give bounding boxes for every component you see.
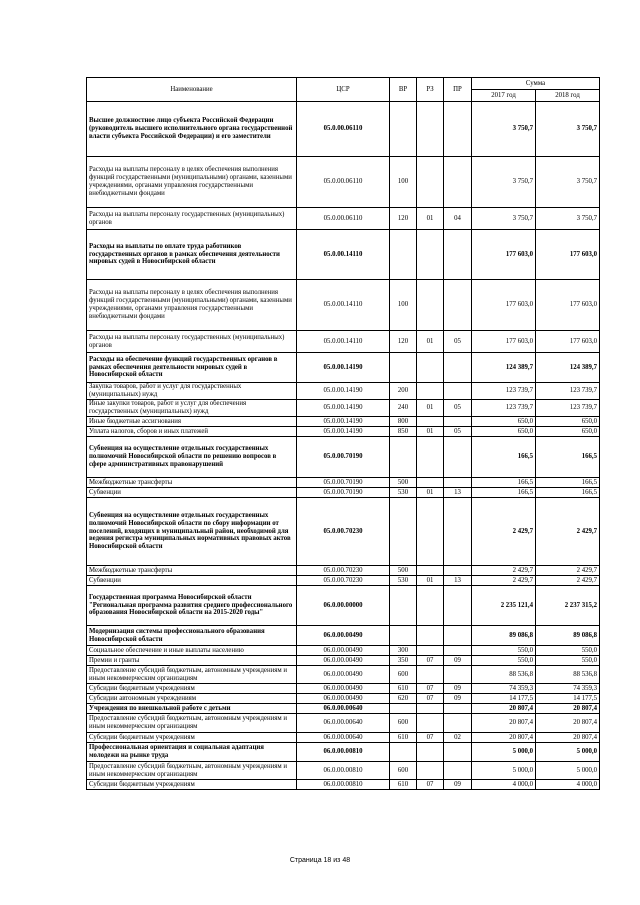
row-sum-2018: 4 000,0 [536,780,600,790]
table-row [87,762,600,780]
row-rz: 07 [417,656,444,666]
row-csr: 05.0.00.06110 [297,157,390,208]
row-csr: 05.0.00.70190 [297,488,390,498]
row-pr: 02 [444,733,472,743]
row-pr [444,626,472,646]
header-rz: РЗ [417,78,444,102]
budget-table [86,77,600,790]
row-vr: 200 [390,383,417,400]
table-row [87,400,600,417]
row-sum-2017: 20 807,4 [472,714,536,733]
row-rz [417,353,444,383]
row-csr: 06.0.00.00810 [297,762,390,780]
row-sum-2017: 74 359,3 [472,684,536,694]
table-row [87,498,600,566]
row-vr: 500 [390,478,417,488]
table-row [87,743,600,762]
table-row [87,208,600,230]
row-sum-2017: 177 603,0 [472,331,536,353]
table-row [87,586,600,626]
row-pr [444,586,472,626]
row-vr: 610 [390,733,417,743]
row-csr: 05.0.00.70230 [297,498,390,566]
row-pr: 13 [444,576,472,586]
row-csr: 05.0.00.06110 [297,208,390,230]
row-pr: 09 [444,780,472,790]
row-pr: 05 [444,427,472,437]
row-sum-2018: 3 750,7 [536,102,600,157]
row-sum-2017: 123 739,7 [472,400,536,417]
row-vr: 850 [390,427,417,437]
row-csr: 05.0.00.14110 [297,280,390,331]
row-vr: 300 [390,646,417,656]
row-rz [417,704,444,714]
row-sum-2018: 5 000,0 [536,762,600,780]
header-vr: ВР [390,78,417,102]
row-name: Расходы на выплаты персоналу государственных (муниципальных) органов [87,208,297,230]
row-sum-2017: 20 807,4 [472,733,536,743]
row-sum-2017: 166,5 [472,478,536,488]
row-name: Иные бюджетные ассигнования [87,417,297,427]
row-pr: 09 [444,684,472,694]
row-sum-2017: 5 000,0 [472,743,536,762]
row-csr: 05.0.00.14190 [297,353,390,383]
table-row [87,566,600,576]
row-vr: 530 [390,488,417,498]
row-sum-2017: 166,5 [472,488,536,498]
row-csr: 06.0.00.00640 [297,704,390,714]
row-csr: 05.0.00.70230 [297,576,390,586]
row-rz: 07 [417,733,444,743]
row-sum-2018: 123 739,7 [536,400,600,417]
row-csr: 05.0.00.14110 [297,331,390,353]
table-row [87,230,600,280]
row-rz [417,102,444,157]
row-rz: 01 [417,488,444,498]
row-vr: 600 [390,714,417,733]
row-vr [390,102,417,157]
row-rz [417,157,444,208]
row-csr: 05.0.00.14110 [297,230,390,280]
row-vr: 610 [390,780,417,790]
table-row [87,733,600,743]
table-row [87,427,600,437]
row-vr: 800 [390,417,417,427]
row-name: Премии и гранты [87,656,297,666]
row-rz [417,383,444,400]
row-pr [444,437,472,478]
row-rz: 01 [417,400,444,417]
row-vr [390,230,417,280]
row-csr: 06.0.00.00490 [297,656,390,666]
row-sum-2018: 124 389,7 [536,353,600,383]
table-row [87,646,600,656]
header-sum: Сумма [472,78,600,90]
table-row [87,417,600,427]
row-name: Учреждения по внешкольной работе с детьми [87,704,297,714]
row-sum-2017: 4 000,0 [472,780,536,790]
row-sum-2017: 650,0 [472,427,536,437]
row-vr: 620 [390,694,417,704]
row-vr [390,498,417,566]
table-row [87,626,600,646]
row-sum-2018: 88 536,8 [536,666,600,684]
row-pr [444,566,472,576]
row-pr [444,714,472,733]
row-rz [417,566,444,576]
row-pr [444,353,472,383]
row-sum-2017: 177 603,0 [472,280,536,331]
row-vr: 120 [390,331,417,353]
row-pr [444,498,472,566]
row-csr: 05.0.00.70190 [297,437,390,478]
row-name: Высшее должностное лицо субъекта Российской Федерации (руководитель высшего исполнительного органа государственной власти субъекта Российской Федерации) и его заместители [87,102,297,157]
row-sum-2018: 166,5 [536,437,600,478]
row-csr: 06.0.00.00640 [297,714,390,733]
row-vr: 350 [390,656,417,666]
row-pr: 09 [444,694,472,704]
header-name: Наименование [87,78,297,102]
row-rz [417,743,444,762]
row-sum-2017: 550,0 [472,656,536,666]
row-csr: 06.0.00.00490 [297,646,390,656]
row-sum-2017: 550,0 [472,646,536,656]
row-name: Иные закупки товаров, работ и услуг для обеспечения государственных (муниципальных) нужд [87,400,297,417]
row-name: Закупка товаров, работ и услуг для государственных (муниципальных) нужд [87,383,297,400]
row-sum-2017: 5 000,0 [472,762,536,780]
row-sum-2017: 3 750,7 [472,157,536,208]
row-vr: 120 [390,208,417,230]
row-csr: 05.0.00.70190 [297,478,390,488]
row-rz [417,586,444,626]
table-row [87,157,600,208]
row-rz [417,417,444,427]
row-rz: 01 [417,208,444,230]
row-name: Расходы на выплаты по оплате труда работников государственных органов в рамках обеспечения деятельности мировых судей в Новосибирской области [87,230,297,280]
row-vr: 100 [390,157,417,208]
row-csr: 05.0.00.70230 [297,566,390,576]
row-sum-2017: 2 235 121,4 [472,586,536,626]
row-sum-2018: 2 429,7 [536,566,600,576]
row-csr: 06.0.00.00490 [297,666,390,684]
row-pr [444,666,472,684]
row-rz: 07 [417,780,444,790]
row-vr [390,586,417,626]
page-footer: Страница 18 из 48 [289,857,351,864]
row-csr: 06.0.00.00640 [297,733,390,743]
row-pr: 05 [444,331,472,353]
row-pr [444,417,472,427]
row-sum-2018: 3 750,7 [536,157,600,208]
row-name: Субвенция на осуществление отдельных государственных полномочий Новосибирской области по сбору информации от поселений, входящих в муниципальный район, необходимой для ведения регистра муниципальных нормативных правовых актов Новосибирской области [87,498,297,566]
row-name: Расходы на выплаты персоналу в целях обеспечения выполнения функций государственными (муниципальными) органами, казенными учреждениями, органами управления государственными внебюджетными фондами [87,157,297,208]
row-csr: 05.0.00.14190 [297,400,390,417]
row-pr [444,157,472,208]
row-sum-2018: 550,0 [536,646,600,656]
row-name: Межбюджетные трансферты [87,478,297,488]
row-pr [444,743,472,762]
table-row [87,353,600,383]
row-rz [417,714,444,733]
row-rz [417,230,444,280]
row-pr: 05 [444,400,472,417]
row-vr: 610 [390,684,417,694]
row-name: Модернизация системы профессионального образования Новосибирской области [87,626,297,646]
row-sum-2018: 166,5 [536,488,600,498]
row-vr: 240 [390,400,417,417]
row-name: Расходы на выплаты персоналу государственных (муниципальных) органов [87,331,297,353]
row-pr [444,646,472,656]
header-csr: ЦСР [297,78,390,102]
row-rz: 01 [417,576,444,586]
row-sum-2017: 2 429,7 [472,576,536,586]
row-name: Предоставление субсидий бюджетным, автономным учреждениям и иным некоммерческим организациям [87,762,297,780]
row-rz [417,646,444,656]
row-pr [444,478,472,488]
row-vr [390,704,417,714]
row-sum-2018: 3 750,7 [536,208,600,230]
row-sum-2018: 20 807,4 [536,733,600,743]
row-sum-2017: 124 389,7 [472,353,536,383]
row-sum-2018: 20 807,4 [536,704,600,714]
row-sum-2017: 123 739,7 [472,383,536,400]
row-csr: 06.0.00.00000 [297,586,390,626]
table-row [87,714,600,733]
row-name: Субсидии бюджетным учреждениям [87,684,297,694]
table-row [87,666,600,684]
row-pr: 04 [444,208,472,230]
row-csr: 06.0.00.00490 [297,626,390,646]
row-rz [417,666,444,684]
row-vr: 600 [390,666,417,684]
row-sum-2018: 14 177,5 [536,694,600,704]
row-pr [444,280,472,331]
header-pr: ПР [444,78,472,102]
row-csr: 06.0.00.00810 [297,780,390,790]
row-sum-2017: 2 429,7 [472,498,536,566]
row-sum-2017: 177 603,0 [472,230,536,280]
row-vr [390,437,417,478]
row-name: Предоставление субсидий бюджетным, автономным учреждениям и иным некоммерческим организациям [87,714,297,733]
row-sum-2018: 177 603,0 [536,230,600,280]
row-sum-2018: 166,5 [536,478,600,488]
table-row [87,437,600,478]
row-name: Профессиональная ориентация и социальная адаптация молодежи на рынке труда [87,743,297,762]
row-sum-2018: 20 807,4 [536,714,600,733]
row-sum-2017: 20 807,4 [472,704,536,714]
header-2018: 2018 год [536,90,600,102]
row-csr: 06.0.00.00490 [297,694,390,704]
row-name: Субвенции [87,488,297,498]
row-sum-2017: 14 177,5 [472,694,536,704]
row-rz [417,498,444,566]
table-row [87,780,600,790]
row-sum-2018: 550,0 [536,656,600,666]
row-vr: 600 [390,762,417,780]
row-rz [417,280,444,331]
row-sum-2018: 650,0 [536,427,600,437]
row-name: Межбюджетные трансферты [87,566,297,576]
row-name: Расходы на обеспечение функций государственных органов в рамках обеспечения деятельности мировых судей в Новосибирской области [87,353,297,383]
row-name: Уплата налогов, сборов и иных платежей [87,427,297,437]
table-row [87,102,600,157]
table-body [87,102,600,790]
row-rz [417,478,444,488]
header-2017: 2017 год [472,90,536,102]
row-sum-2017: 650,0 [472,417,536,427]
row-rz: 07 [417,684,444,694]
row-sum-2018: 650,0 [536,417,600,427]
row-name: Государственная программа Новосибирской области "Региональная программа развития среднего профессионального образования Новосибирской области на 2015-2020 годы" [87,586,297,626]
row-name: Субвенция на осуществление отдельных государственных полномочий Новосибирской области по решению вопросов в сфере административных правонарушений [87,437,297,478]
row-pr [444,704,472,714]
row-pr [444,762,472,780]
row-name: Субвенции [87,576,297,586]
row-sum-2018: 5 000,0 [536,743,600,762]
row-pr [444,102,472,157]
row-sum-2017: 89 086,8 [472,626,536,646]
row-pr: 09 [444,656,472,666]
row-csr: 05.0.00.14190 [297,383,390,400]
row-name: Предоставление субсидий бюджетным, автономным учреждениям и иным некоммерческим организациям [87,666,297,684]
table-row [87,280,600,331]
row-name: Социальное обеспечение и иные выплаты населению [87,646,297,656]
row-vr: 530 [390,576,417,586]
row-sum-2017: 88 536,8 [472,666,536,684]
table-row [87,684,600,694]
row-rz [417,762,444,780]
row-vr: 100 [390,280,417,331]
row-pr [444,230,472,280]
row-rz [417,626,444,646]
row-csr: 06.0.00.00490 [297,684,390,694]
row-pr: 13 [444,488,472,498]
row-sum-2018: 177 603,0 [536,280,600,331]
row-vr: 500 [390,566,417,576]
row-csr: 05.0.00.06110 [297,102,390,157]
row-rz: 07 [417,694,444,704]
table-row [87,383,600,400]
table-row [87,331,600,353]
row-csr: 05.0.00.14190 [297,417,390,427]
row-vr [390,353,417,383]
row-sum-2018: 2 237 315,2 [536,586,600,626]
table-row [87,656,600,666]
row-vr [390,743,417,762]
row-vr [390,626,417,646]
row-csr: 06.0.00.00810 [297,743,390,762]
row-csr: 05.0.00.14190 [297,427,390,437]
row-name: Субсидии автономным учреждениям [87,694,297,704]
table-row [87,704,600,714]
row-sum-2018: 2 429,7 [536,576,600,586]
row-name: Субсидии бюджетным учреждениям [87,733,297,743]
row-sum-2018: 2 429,7 [536,498,600,566]
row-sum-2018: 89 086,8 [536,626,600,646]
row-name: Расходы на выплаты персоналу в целях обеспечения выполнения функций государственными (муниципальными) органами, казенными учреждениями, органами управления государственными внебюджетными фондами [87,280,297,331]
row-pr [444,383,472,400]
row-sum-2017: 2 429,7 [472,566,536,576]
table-row [87,576,600,586]
row-sum-2018: 177 603,0 [536,331,600,353]
row-sum-2018: 74 359,3 [536,684,600,694]
row-rz: 01 [417,331,444,353]
row-name: Субсидии бюджетным учреждениям [87,780,297,790]
row-sum-2017: 3 750,7 [472,208,536,230]
row-sum-2017: 3 750,7 [472,102,536,157]
row-rz: 01 [417,427,444,437]
row-sum-2018: 123 739,7 [536,383,600,400]
table-row [87,488,600,498]
table-row [87,694,600,704]
row-sum-2017: 166,5 [472,437,536,478]
table-row [87,478,600,488]
row-rz [417,437,444,478]
